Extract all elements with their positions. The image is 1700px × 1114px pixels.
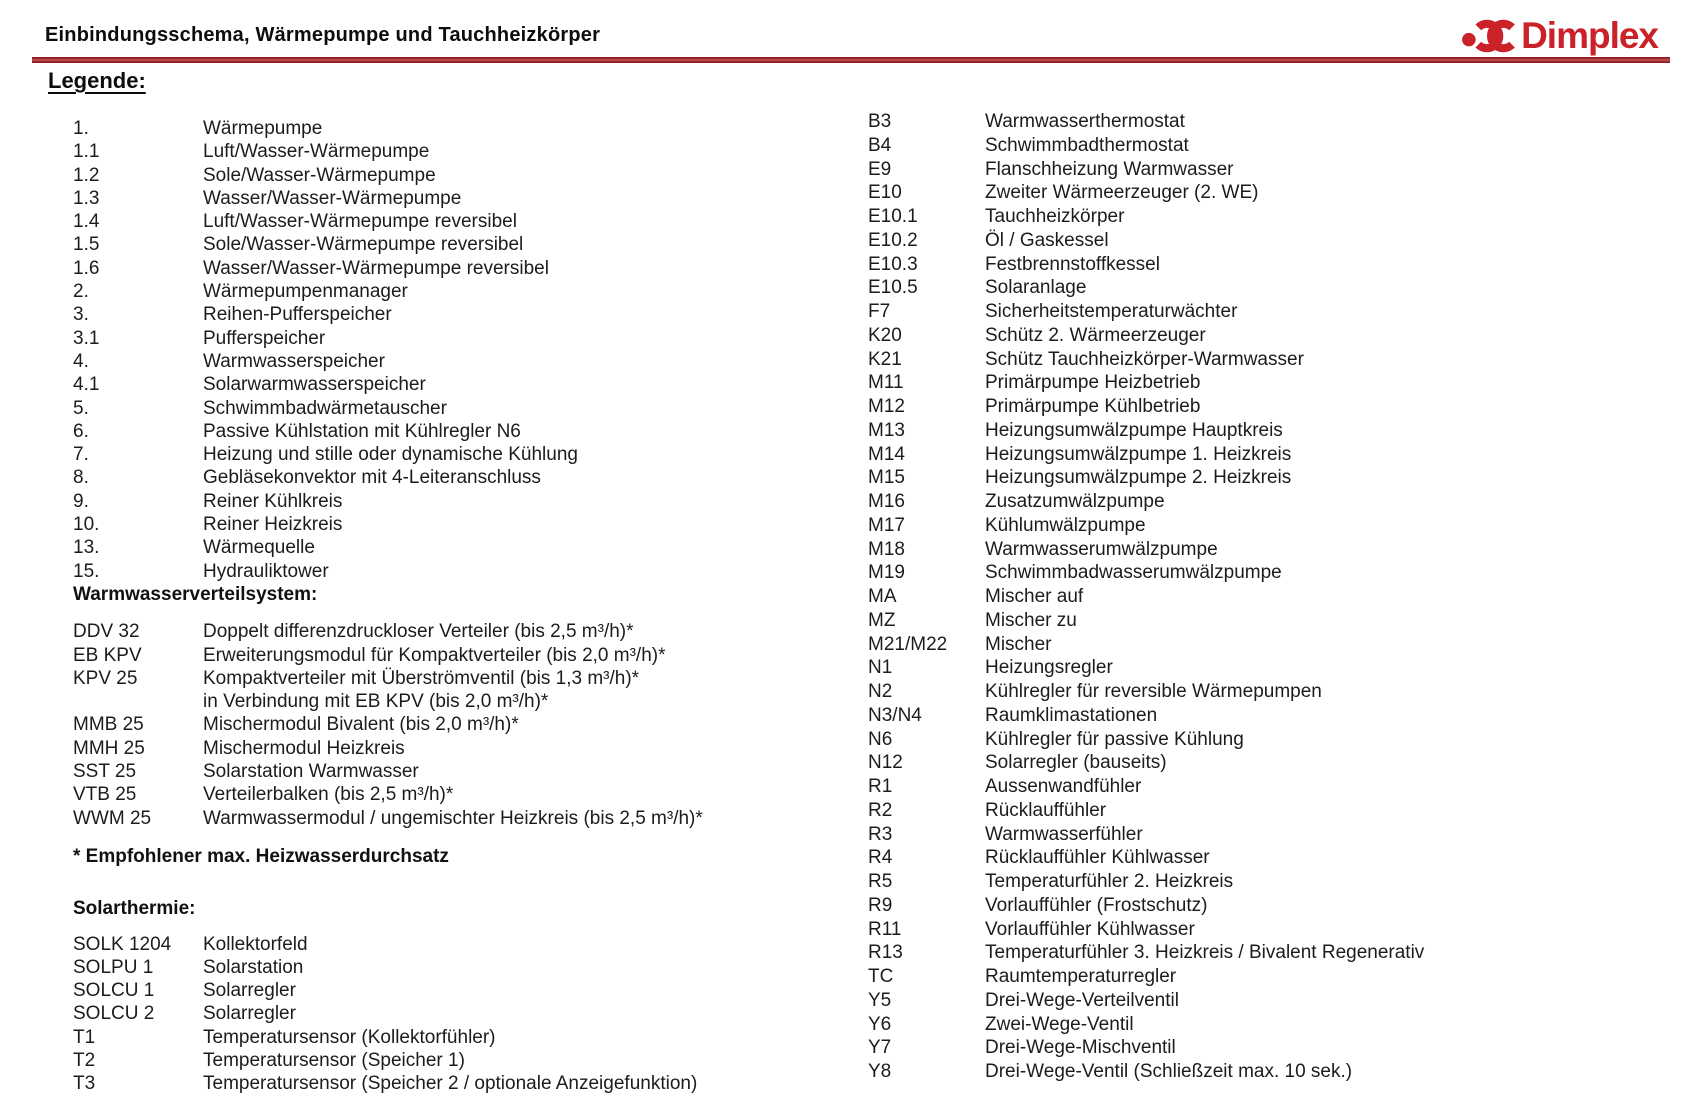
legend-term: R3 (868, 823, 893, 845)
legend-term: 5. (73, 397, 89, 419)
legend-term: B3 (868, 111, 892, 132)
legend-row (868, 609, 1668, 633)
legend-term: F7 (868, 301, 891, 322)
legend-term: E10.2 (868, 229, 918, 251)
legend-row (73, 233, 863, 256)
legend-desc: Passive Kühlstation mit Kühlregler N6 (203, 420, 521, 442)
legend-row (868, 300, 1668, 324)
legend-term: MMH 25 (73, 737, 145, 759)
legend-desc: Mischermodul Heizkreis (203, 737, 405, 759)
dimplex-logo-icon (1458, 16, 1516, 56)
legend-term: 7. (73, 444, 89, 466)
legend-desc: Wärmepumpe (203, 118, 323, 139)
legend-row (73, 303, 863, 326)
legend-desc: Temperaturfühler 2. Heizkreis (985, 871, 1234, 892)
legend-heading: Legende: (48, 68, 146, 93)
legend-term: M21/M22 (868, 633, 948, 655)
legend-desc: Temperatursensor (Speicher 2 / optionale Anzeigefunktion) (203, 1073, 698, 1095)
legend-desc: Pufferspeicher (203, 327, 326, 349)
legend-row (868, 229, 1668, 253)
legend-desc: Gebläsekonvektor mit 4-Leiteranschluss (203, 467, 541, 489)
legend-row (868, 728, 1668, 752)
legend-desc: Solarregler (bauseits) (985, 752, 1167, 774)
legend-row (73, 956, 863, 979)
legend-term: MMB 25 (73, 714, 144, 736)
legend-row (868, 371, 1668, 395)
legend-term: Y5 (868, 989, 892, 1011)
legend-desc: Sicherheitstemperaturwächter (985, 301, 1238, 322)
legend-row (73, 350, 863, 373)
legend-row (868, 134, 1668, 158)
legend-term: R13 (868, 942, 903, 964)
legend-desc: Sole/Wasser-Wärmepumpe reversibel (203, 234, 524, 256)
legend-row (73, 644, 863, 667)
legend-term: T3 (73, 1073, 96, 1095)
legend-row (73, 420, 863, 443)
legend-row (868, 799, 1668, 823)
legend-row (73, 620, 863, 643)
legend-desc: Zusatzumwälzpumpe (985, 491, 1165, 512)
legend-row (73, 140, 863, 163)
legend-term: E10.5 (868, 277, 918, 299)
legend-term: E10.1 (868, 206, 918, 227)
legend-row (868, 965, 1668, 989)
legend-row (73, 397, 863, 420)
legend-term: 10. (73, 514, 100, 536)
legend-desc: Mischer (985, 633, 1052, 655)
legend-row (868, 110, 1668, 134)
legend-term: 6. (73, 420, 89, 442)
legend-desc: Aussenwandfühler (985, 776, 1142, 797)
legend-row (73, 210, 863, 233)
legend-term: M16 (868, 491, 905, 512)
legend-term: 1.2 (73, 164, 100, 186)
legend-desc: Zweiter Wärmeerzeuger (2. WE) (985, 182, 1259, 204)
legend-term: K20 (868, 324, 902, 346)
legend-row (73, 560, 863, 583)
legend-desc: Primärpumpe Heizbetrieb (985, 372, 1201, 394)
legend-desc: Reiner Heizkreis (203, 514, 343, 536)
legend-row (73, 1026, 863, 1049)
legend-term: 1.1 (73, 141, 100, 163)
legend-term: N12 (868, 752, 903, 774)
legend-term: R2 (868, 799, 893, 821)
legend-desc: Heizungsumwälzpumpe 1. Heizkreis (985, 443, 1292, 465)
legend-desc: Vorlauffühler (Frostschutz) (985, 894, 1208, 916)
legend-desc: Tauchheizkörper (985, 206, 1125, 227)
legend-desc: Kühlregler für passive Kühlung (985, 728, 1244, 750)
legend-desc: Wärmequelle (203, 537, 315, 559)
legend-row (868, 395, 1668, 419)
legend-desc: Heizung und stille oder dynamische Kühlung (203, 444, 578, 466)
legend-row (868, 490, 1668, 514)
legend-term: MA (868, 586, 897, 607)
legend-row (73, 373, 863, 396)
legend-term: 1. (73, 118, 89, 139)
legend-row (868, 870, 1668, 894)
legend-term: EB KPV (73, 644, 142, 666)
section-heading-warmwasser: Warmwasserverteilsystem: (73, 583, 318, 605)
legend-row (868, 1013, 1668, 1037)
section-heading-solar: Solarthermie: (73, 898, 196, 920)
legend-term: N1 (868, 657, 893, 679)
legend-row (868, 181, 1668, 205)
legend-row (868, 466, 1668, 490)
legend-term: M19 (868, 562, 905, 584)
legend-row (73, 713, 863, 736)
legend-row (868, 846, 1668, 870)
legend-desc: Kompaktverteiler mit Überströmventil (bis 1,3 m³/h)* (203, 667, 640, 689)
legend-desc: Mischermodul Bivalent (bis 2,0 m³/h)* (203, 714, 519, 736)
legend-term: 1.3 (73, 187, 100, 209)
legend-term: Y7 (868, 1037, 892, 1059)
legend-term: 9. (73, 490, 89, 512)
legend-desc: Erweiterungsmodul für Kompaktverteiler (bis 2,0 m³/h)* (203, 644, 666, 666)
legend-row (868, 585, 1668, 609)
legend-desc: Schwimmbadwärmetauscher (203, 397, 447, 419)
legend-row (73, 466, 863, 489)
legend-desc: Rücklauffühler Kühlwasser (985, 847, 1210, 869)
legend-row (868, 253, 1668, 277)
legend-desc: Temperatursensor (Speicher 1) (203, 1049, 465, 1071)
legend-term: 1.6 (73, 257, 100, 279)
right-legend-list (868, 110, 1668, 1084)
legend-row (73, 187, 863, 210)
legend-desc: Vorlauffühler Kühlwasser (985, 918, 1195, 940)
legend-desc: Schütz Tauchheizkörper-Warmwasser (985, 348, 1304, 370)
legend-desc: Zwei-Wege-Ventil (985, 1013, 1134, 1035)
legend-term: T1 (73, 1026, 96, 1048)
legend-desc: Luft/Wasser-Wärmepumpe reversibel (203, 211, 517, 233)
legend-desc: Wärmepumpenmanager (203, 281, 408, 303)
legend-term: 2. (73, 281, 89, 303)
legend-desc: Festbrennstoffkessel (985, 253, 1160, 275)
legend-desc: Warmwasserthermostat (985, 111, 1185, 132)
legend-row (868, 704, 1668, 728)
legend-desc: Kühlregler für reversible Wärmepumpen (985, 681, 1322, 702)
solar-list (73, 933, 863, 1096)
legend-term: E9 (868, 158, 892, 180)
legend-term: N2 (868, 681, 893, 702)
legend-desc: Flanschheizung Warmwasser (985, 158, 1234, 180)
legend-desc: Solarstation (203, 956, 304, 978)
legend-row (868, 514, 1668, 538)
legend-row (868, 1060, 1668, 1084)
legend-term: MZ (868, 609, 896, 631)
legend-row (73, 164, 863, 187)
footnote: * Empfohlener max. Heizwasserdurchsatz (73, 845, 449, 867)
legend-term: E10 (868, 182, 902, 204)
legend-term: 1.5 (73, 234, 100, 256)
legend-row (868, 989, 1668, 1013)
legend-row (868, 775, 1668, 799)
legend-term: M12 (868, 396, 905, 417)
legend-desc: Kühlumwälzpumpe (985, 514, 1146, 536)
legend-desc: Verteilerbalken (bis 2,5 m³/h)* (203, 784, 454, 806)
legend-row (73, 1072, 863, 1095)
brand-name: Dimplex (1521, 15, 1658, 56)
legend-row (73, 783, 863, 806)
legend-term: R9 (868, 894, 893, 916)
legend-term: 13. (73, 537, 100, 559)
legend-desc: Solarregler (203, 980, 296, 1002)
legend-desc: Solaranlage (985, 277, 1087, 299)
legend-term: TC (868, 966, 894, 987)
legend-row (73, 807, 863, 830)
legend-desc: Primärpumpe Kühlbetrieb (985, 396, 1201, 417)
legend-term: R1 (868, 776, 893, 797)
legend-row (73, 536, 863, 559)
legend-desc: Mischer zu (985, 609, 1077, 631)
legend-term: SST 25 (73, 761, 137, 783)
legend-term: T2 (73, 1049, 96, 1071)
legend-row (868, 348, 1668, 372)
legend-desc: Rücklauffühler (985, 799, 1107, 821)
legend-desc: Temperatursensor (Kollektorfühler) (203, 1026, 496, 1048)
legend-term: M14 (868, 443, 905, 465)
legend-right-column (868, 110, 1668, 1084)
legend-row (73, 933, 863, 956)
legend-desc: Drei-Wege-Ventil (Schließzeit max. 10 sek.) (985, 1061, 1353, 1082)
legend-desc: Kollektorfeld (203, 933, 308, 955)
legend-term: E10.3 (868, 253, 918, 275)
legend-row (73, 760, 863, 783)
legend-term: DDV 32 (73, 621, 140, 643)
legend-row (73, 979, 863, 1002)
legend-desc: in Verbindung mit EB KPV (bis 2,0 m³/h)* (203, 691, 549, 713)
legend-term: M13 (868, 419, 905, 441)
legend-desc: Raumklimastationen (985, 704, 1158, 726)
legend-row (868, 633, 1668, 657)
legend-row (73, 117, 863, 140)
legend-desc: Luft/Wasser-Wärmepumpe (203, 141, 430, 163)
legend-row (868, 751, 1668, 775)
legend-term: Y6 (868, 1013, 892, 1035)
main-legend-list (73, 117, 863, 583)
legend-term: SOLK 1204 (73, 933, 172, 955)
legend-term: 1.4 (73, 211, 100, 233)
legend-row (868, 205, 1668, 229)
legend-desc: Warmwasserfühler (985, 823, 1143, 845)
legend-desc: Sole/Wasser-Wärmepumpe (203, 164, 436, 186)
legend-row (73, 1002, 863, 1025)
legend-term: M11 (868, 372, 904, 394)
legend-row (73, 443, 863, 466)
legend-term: 8. (73, 467, 89, 489)
legend-desc: Doppelt differenzdruckloser Verteiler (bis 2,5 m³/h)* (203, 621, 634, 643)
legend-desc: Hydrauliktower (203, 560, 329, 582)
legend-row (73, 737, 863, 760)
legend-term: 15. (73, 560, 100, 582)
legend-row (73, 690, 863, 713)
legend-desc: Schwimmbadwasserumwälzpumpe (985, 562, 1282, 584)
legend-row (868, 823, 1668, 847)
legend-row (73, 280, 863, 303)
header-rule (32, 57, 1670, 63)
legend-row (868, 419, 1668, 443)
legend-row (73, 257, 863, 280)
brand-logo (1458, 16, 1658, 56)
legend-row (73, 327, 863, 350)
legend-desc: Raumtemperaturregler (985, 966, 1177, 987)
legend-row (73, 667, 863, 690)
legend-term: KPV 25 (73, 667, 138, 689)
legend-term: 4.1 (73, 374, 100, 396)
legend-desc: Temperaturfühler 3. Heizkreis / Bivalent Regenerativ (985, 942, 1425, 964)
legend-row (868, 324, 1668, 348)
legend-row (73, 490, 863, 513)
legend-desc: Reiner Kühlkreis (203, 490, 343, 512)
legend-row (73, 1049, 863, 1072)
legend-term: Y8 (868, 1061, 892, 1082)
legend-term (73, 690, 203, 713)
legend-term: SOLCU 1 (73, 980, 155, 1002)
legend-row (868, 443, 1668, 467)
legend-term: WWM 25 (73, 807, 152, 829)
legend-term: B4 (868, 134, 892, 156)
legend-term: M18 (868, 538, 905, 560)
legend-desc: Heizungsumwälzpumpe Hauptkreis (985, 419, 1283, 441)
legend-left-column (73, 117, 863, 1096)
legend-term: VTB 25 (73, 784, 137, 806)
legend-term: SOLPU 1 (73, 956, 154, 978)
legend-desc: Solarregler (203, 1003, 296, 1025)
legend-desc: Drei-Wege-Mischventil (985, 1037, 1176, 1059)
legend-desc: Öl / Gaskessel (985, 229, 1109, 251)
legend-desc: Warmwassermodul / ungemischter Heizkreis (bis 2,5 m³/h)* (203, 807, 703, 829)
legend-desc: Solarwarmwasserspeicher (203, 374, 426, 396)
legend-term: N6 (868, 728, 893, 750)
legend-row (868, 158, 1668, 182)
legend-desc: Wasser/Wasser-Wärmepumpe reversibel (203, 257, 549, 279)
legend-term: 3. (73, 304, 89, 326)
legend-term: N3/N4 (868, 704, 922, 726)
legend-row (868, 918, 1668, 942)
legend-desc: Heizungsregler (985, 657, 1113, 679)
legend-term: R11 (868, 918, 902, 940)
legend-row (868, 941, 1668, 965)
legend-desc: Schütz 2. Wärmeerzeuger (985, 324, 1206, 346)
legend-row (868, 1036, 1668, 1060)
legend-desc: Drei-Wege-Verteilventil (985, 989, 1179, 1011)
legend-row (868, 680, 1668, 704)
legend-term: 4. (73, 350, 89, 372)
legend-row (868, 656, 1668, 680)
legend-desc: Solarstation Warmwasser (203, 761, 419, 783)
legend-term: M17 (868, 514, 905, 536)
page-title: Einbindungsschema, Wärmepumpe und Tauchheizkörper (45, 24, 601, 46)
legend-desc: Mischer auf (985, 586, 1084, 607)
legend-row (868, 538, 1668, 562)
legend-term: R4 (868, 847, 893, 869)
legend-desc: Schwimmbadthermostat (985, 134, 1189, 156)
legend-desc: Warmwasserspeicher (203, 350, 385, 372)
legend-term: SOLCU 2 (73, 1003, 155, 1025)
legend-term: R5 (868, 871, 893, 892)
legend-desc: Heizungsumwälzpumpe 2. Heizkreis (985, 467, 1292, 489)
legend-row (868, 894, 1668, 918)
legend-row (73, 513, 863, 536)
legend-term: K21 (868, 348, 902, 370)
warmwasser-list (73, 620, 863, 830)
legend-desc: Reihen-Pufferspeicher (203, 304, 392, 326)
legend-desc: Wasser/Wasser-Wärmepumpe (203, 187, 462, 209)
legend-row (868, 561, 1668, 585)
legend-term: 3.1 (73, 327, 100, 349)
legend-row (868, 276, 1668, 300)
legend-desc: Warmwasserumwälzpumpe (985, 538, 1218, 560)
legend-term: M15 (868, 467, 905, 489)
